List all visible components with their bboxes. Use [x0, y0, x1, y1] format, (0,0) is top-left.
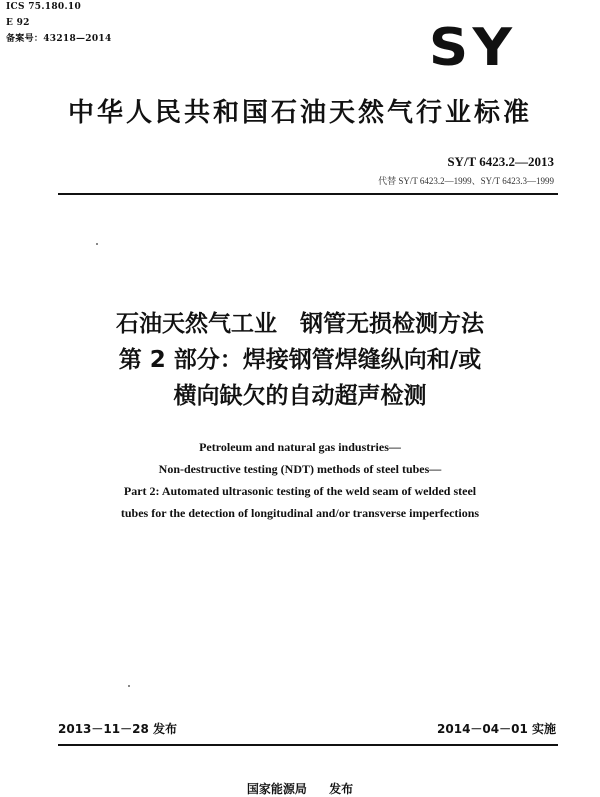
top-divider [58, 193, 558, 195]
cn-title-line-3: 横向缺欠的自动超声检测 [173, 383, 427, 409]
cn-title-line-2: 第 2 部分：焊接钢管焊缝纵向和/或 [118, 347, 482, 373]
bottom-divider [58, 744, 558, 746]
cn-title-line-1: 石油天然气工业 钢管无损检测方法 [116, 311, 484, 337]
standard-number: SY/T 6423.2—2013 [447, 154, 554, 169]
en-title-line-1: Petroleum and natural gas industries— [199, 440, 401, 454]
en-title-line-3: Part 2: Automated ultrasonic testing of the weld seam of welded steel [123, 484, 477, 498]
ics-code: ICS 75.180.10 [6, 2, 82, 12]
en-title-line-4: tubes for the detection of longitudinal and/or transverse imperfections [120, 506, 480, 520]
sy-logo: SY [428, 18, 517, 78]
standard-category-title: 中华人民共和国石油天然气行业标准 [67, 98, 532, 128]
en-title-line-2: Non-destructive testing (NDT) methods of steel tubes— [158, 462, 442, 476]
filing-number: 备案号：43218—2014 [6, 34, 112, 44]
publish-date: 2013－11－28 发布 [58, 722, 177, 736]
publisher: 国家能源局 发布 [246, 782, 354, 796]
scan-speck [128, 685, 130, 687]
scan-speck [96, 243, 98, 245]
replaces-note: 代替 SY/T 6423.2—1999、SY/T 6423.3—1999 [378, 176, 554, 186]
classification-code: E 92 [6, 18, 30, 28]
effective-date: 2014－04－01 实施 [437, 722, 556, 736]
